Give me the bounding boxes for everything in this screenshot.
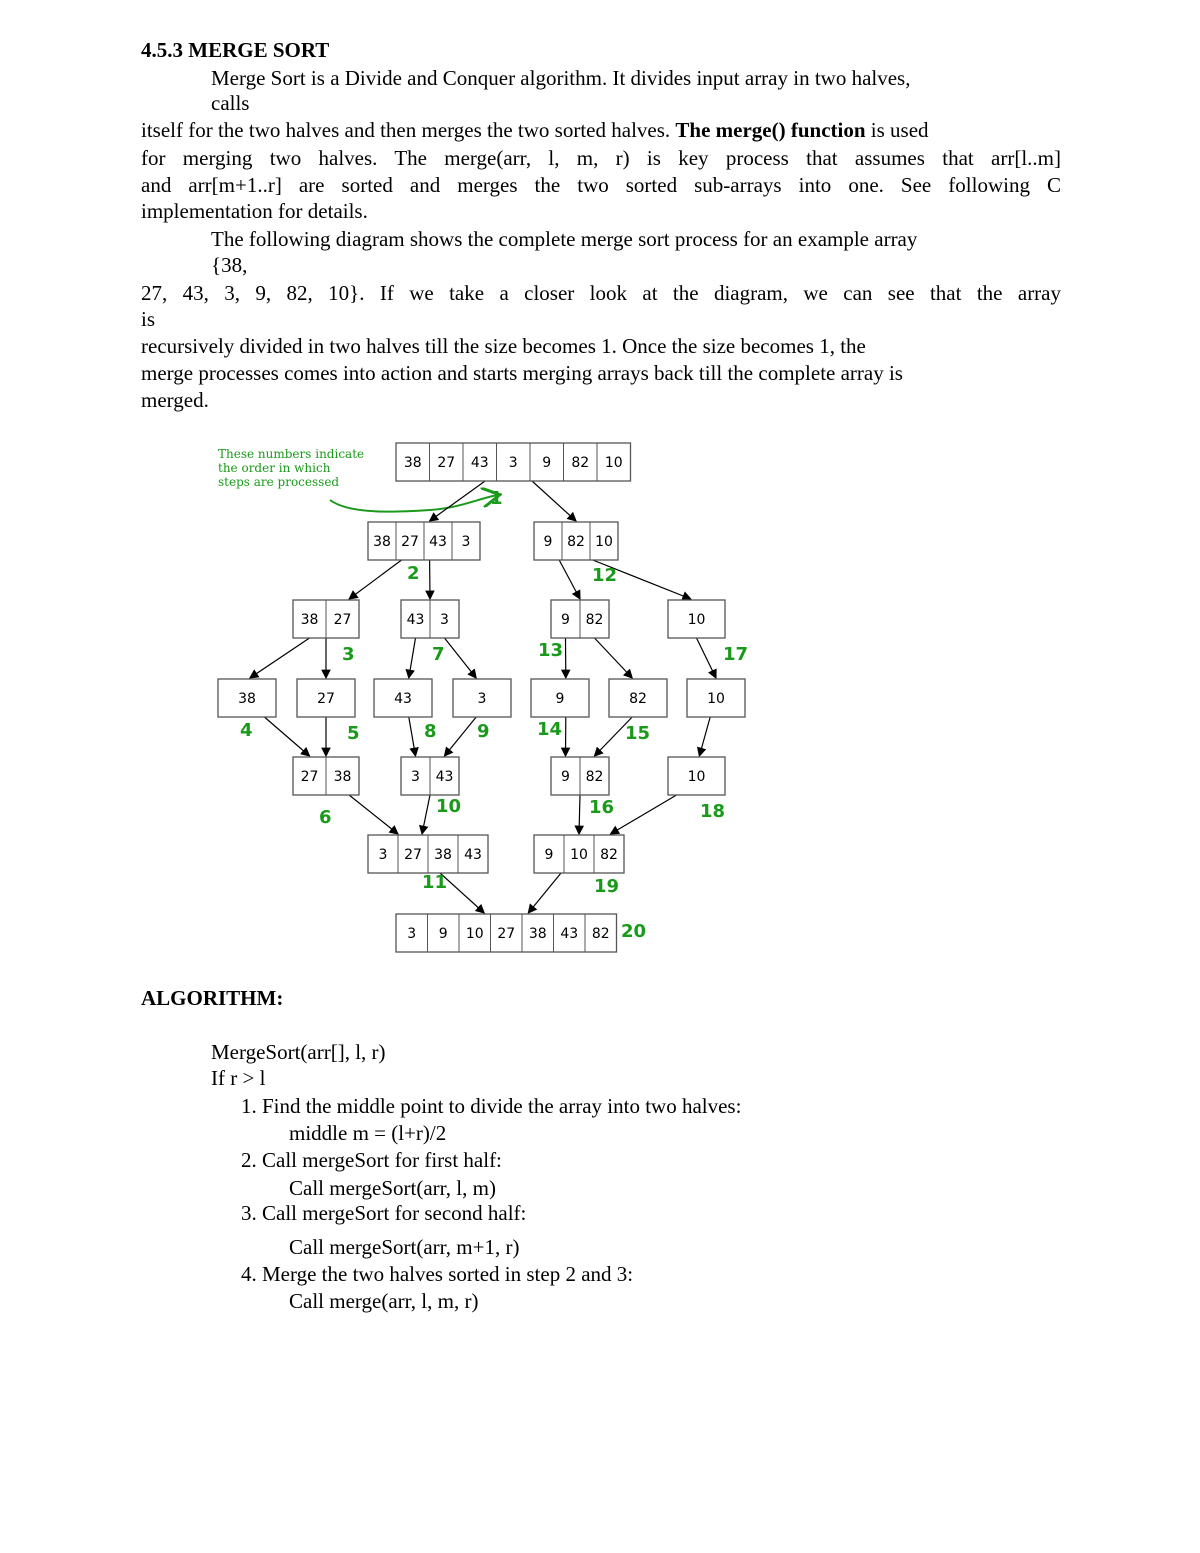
- diagram-arrow: [349, 560, 402, 599]
- array-box-n2: [534, 835, 624, 873]
- order-label: 19: [594, 876, 620, 897]
- order-label: 17: [723, 644, 749, 665]
- array-box-m2: [401, 757, 459, 795]
- intro-line: for merging two halves. The merge(arr, l, m, r) is key process that assumes that arr[l..m]: [141, 146, 1061, 170]
- intro-line: 27, 43, 3, 9, 82, 10}. If we take a closer look at the diagram, we can see that the array: [141, 281, 1061, 305]
- diagram-arrow: [349, 795, 398, 834]
- array-box-a27: [297, 679, 355, 717]
- diagram-arrow: [445, 717, 477, 756]
- merge-function-bold: The merge() function: [675, 118, 866, 142]
- order-label: 13: [538, 640, 564, 661]
- order-label: 2: [407, 563, 420, 584]
- array-cell: 38: [373, 534, 391, 550]
- array-cell: 82: [567, 534, 585, 550]
- algorithm-heading: ALGORITHM:: [141, 986, 284, 1010]
- array-box-L: [368, 522, 480, 560]
- diagram-arrow: [264, 717, 309, 756]
- diagram-note: [218, 447, 364, 489]
- diagram-arrow: [595, 638, 633, 678]
- note-arrow: [330, 495, 498, 512]
- array-cell: 38: [300, 612, 319, 628]
- array-cell: 27: [437, 455, 456, 471]
- array-box-m3: [551, 757, 609, 795]
- array-box-a82: [609, 679, 667, 717]
- intro-text: is used: [865, 118, 929, 142]
- algorithm-step: 1. Find the middle point to divide the array into two halves:: [241, 1094, 742, 1118]
- algorithm-step-detail: Call mergeSort(arr, m+1, r): [289, 1235, 520, 1259]
- array-cell: 43: [464, 847, 482, 863]
- array-cell: 38: [333, 769, 352, 785]
- array-cell: 27: [404, 847, 422, 863]
- array-cell: 38: [238, 691, 256, 707]
- array-box-a38: [218, 679, 276, 717]
- intro-line: recursively divided in two halves till the size becomes 1. Once the size becomes 1, the: [141, 334, 866, 358]
- algorithm-step-detail: Call merge(arr, l, m, r): [289, 1289, 479, 1313]
- array-cell: 82: [629, 691, 647, 707]
- algorithm-condition: If r > l: [211, 1066, 266, 1090]
- array-cell: 3: [508, 455, 518, 471]
- algorithm-step-detail: middle m = (l+r)/2: [289, 1121, 447, 1145]
- array-box-R: [534, 522, 618, 560]
- diagram-arrow: [445, 638, 477, 678]
- array-box-RR: [668, 600, 725, 638]
- array-box-root: [396, 443, 631, 481]
- array-box-m4: [668, 757, 725, 795]
- array-cell: 43: [406, 612, 425, 628]
- diagram-arrow: [559, 560, 580, 599]
- array-cell: 3: [461, 534, 471, 550]
- order-label: 12: [592, 565, 618, 586]
- order-label: 14: [537, 719, 563, 740]
- array-cell: 27: [317, 691, 335, 707]
- array-cell: 9: [561, 612, 570, 628]
- array-cell: 10: [595, 534, 613, 550]
- array-cell: 9: [555, 691, 565, 707]
- order-label: 20: [621, 921, 647, 942]
- array-cell: 82: [585, 612, 604, 628]
- diagram-arrow: [579, 795, 580, 834]
- diagram-arrow: [611, 795, 677, 834]
- note-line: steps are processed: [218, 475, 340, 489]
- array-cell: 9: [544, 847, 554, 863]
- array-cell: 43: [470, 455, 489, 471]
- intro-line: implementation for details.: [141, 199, 368, 223]
- array-box-a10: [687, 679, 745, 717]
- algorithm-signature: MergeSort(arr[], l, r): [211, 1040, 386, 1064]
- diagram-arrow: [409, 638, 416, 678]
- array-cell: 38: [528, 926, 547, 942]
- array-box-LL: [293, 600, 359, 638]
- order-label: 16: [589, 797, 615, 818]
- array-cell: 38: [403, 455, 422, 471]
- array-cell: 3: [378, 847, 388, 863]
- array-cell: 82: [600, 847, 618, 863]
- array-cell: 10: [687, 612, 706, 628]
- intro-line: [141, 118, 929, 142]
- array-cell: 82: [591, 926, 610, 942]
- diagram-arrow: [422, 795, 430, 834]
- array-cell: 9: [542, 455, 552, 471]
- array-cell: 27: [300, 769, 319, 785]
- array-cell: 43: [394, 691, 412, 707]
- array-box-a3: [453, 679, 511, 717]
- intro-line: and arr[m+1..r] are sorted and merges the two sorted sub-arrays into one. See following C: [141, 173, 1061, 197]
- array-cell: 10: [687, 769, 706, 785]
- array-cell: 82: [571, 455, 590, 471]
- array-box-final: [396, 914, 617, 952]
- array-cell: 27: [333, 612, 352, 628]
- intro-line: calls: [211, 91, 250, 115]
- intro-line: is: [141, 307, 156, 331]
- array-cell: 43: [435, 769, 454, 785]
- diagram-arrow: [699, 717, 710, 756]
- order-label: 7: [432, 644, 445, 665]
- array-cell: 10: [707, 691, 725, 707]
- array-cell: 38: [434, 847, 452, 863]
- algorithm-step-detail: Call mergeSort(arr, l, m): [289, 1176, 496, 1200]
- array-cell: 10: [570, 847, 588, 863]
- array-box-m1: [293, 757, 359, 795]
- note-line: the order in which: [218, 461, 331, 475]
- diagram-arrow: [528, 873, 561, 913]
- order-label: 11: [422, 872, 448, 893]
- array-cell: 3: [440, 612, 449, 628]
- array-box-a43: [374, 679, 432, 717]
- array-cell: 3: [407, 926, 417, 942]
- array-cell: 82: [585, 769, 604, 785]
- array-cell: 43: [560, 926, 579, 942]
- array-box-a9: [531, 679, 589, 717]
- array-cell: 3: [477, 691, 487, 707]
- order-label: 8: [424, 721, 437, 742]
- diagram-arrow: [697, 638, 717, 678]
- array-cell: 3: [411, 769, 420, 785]
- algorithm-step: 3. Call mergeSort for second half:: [241, 1201, 527, 1225]
- array-cell: 9: [561, 769, 570, 785]
- intro-line: Merge Sort is a Divide and Conquer algorithm. It divides input array in two halves,: [211, 66, 911, 90]
- order-label: 4: [240, 720, 253, 741]
- algorithm-step: 2. Call mergeSort for first half:: [241, 1148, 502, 1172]
- diagram-arrow: [250, 638, 310, 678]
- section-title: 4.5.3 MERGE SORT: [141, 38, 330, 62]
- intro-line: The following diagram shows the complete merge sort process for an example array: [211, 227, 918, 251]
- diagram-arrow: [532, 481, 576, 521]
- order-label: 18: [700, 801, 726, 822]
- note-line: These numbers indicate: [218, 447, 365, 461]
- array-cell: 9: [543, 534, 553, 550]
- array-cell: 43: [429, 534, 447, 550]
- order-label: 6: [319, 807, 332, 828]
- order-label: 9: [477, 721, 490, 742]
- order-label: 1: [490, 488, 503, 509]
- array-cell: 9: [438, 926, 448, 942]
- array-cell: 27: [497, 926, 516, 942]
- algorithm-step: 4. Merge the two halves sorted in step 2 and 3:: [241, 1262, 634, 1286]
- array-box-n1: [368, 835, 488, 873]
- order-label: 15: [625, 723, 651, 744]
- array-box-RL: [551, 600, 609, 638]
- array-box-LR: [401, 600, 459, 638]
- intro-line: merged.: [141, 388, 209, 412]
- array-cell: 10: [604, 455, 623, 471]
- intro-line: merge processes comes into action and starts merging arrays back till the complete array is: [141, 361, 903, 385]
- merge-sort-diagram: [200, 430, 780, 965]
- intro-line: {38,: [211, 253, 248, 277]
- order-label: 10: [436, 796, 462, 817]
- array-cell: 27: [401, 534, 419, 550]
- order-label: 5: [347, 723, 360, 744]
- intro-text: itself for the two halves and then merges the two sorted halves.: [141, 118, 676, 142]
- diagram-arrow: [409, 717, 416, 756]
- array-cell: 10: [465, 926, 484, 942]
- diagram-boxes: [218, 443, 745, 952]
- order-label: 3: [342, 644, 355, 665]
